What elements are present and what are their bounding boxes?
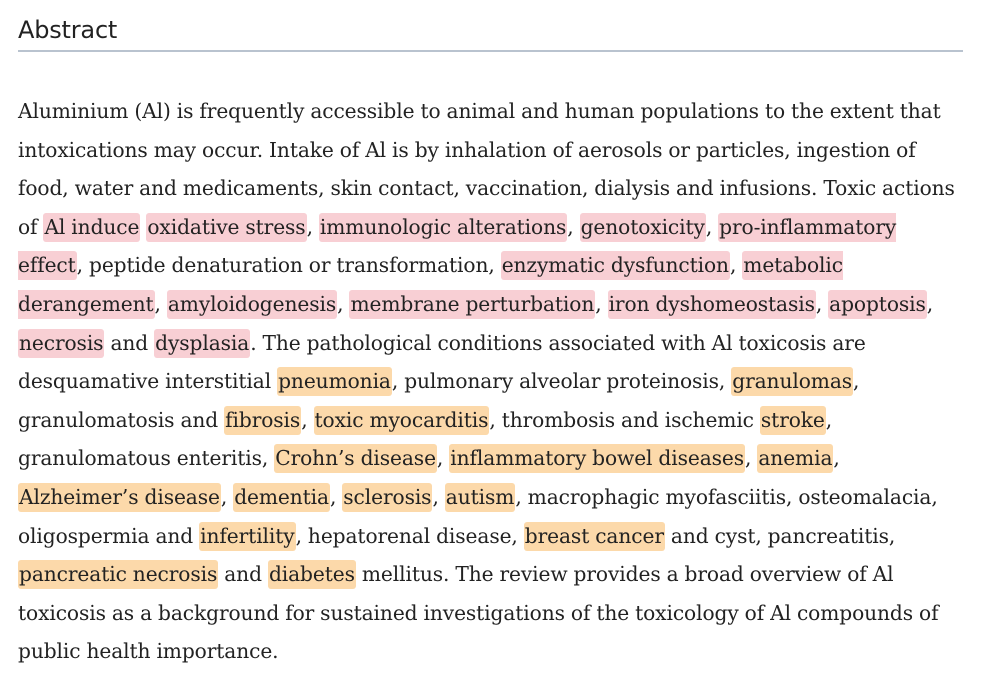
highlighted-term-mechanism: immunologic alterations (319, 213, 567, 242)
abstract-text: , macrophagic myofasciitis, osteomalacia, oligospermia and (18, 484, 938, 548)
abstract-text: , granulomatous enteritis, (18, 407, 833, 471)
highlighted-term-condition: stroke (760, 406, 826, 435)
highlighted-term-mechanism: apoptosis (828, 290, 927, 319)
highlighted-term-condition: pancreatic necrosis (18, 560, 218, 589)
abstract-text: , (329, 484, 343, 509)
abstract-text: , (306, 214, 319, 239)
abstract-text: , (567, 214, 580, 239)
abstract-text: , pulmonary alveolar proteinosis, (391, 369, 732, 394)
abstract-paragraph (18, 92, 966, 671)
abstract-text: , (926, 291, 934, 316)
abstract-text: Aluminium (Al) is frequently accessible to animal and human populations to the extent that intoxications may occur. Intake of Al is by inhalation of aerosols or particles, ingestion of food, water and medicaments, skin contact, vaccination, dialysis and infusions. Toxic actions of (18, 99, 955, 239)
abstract-text: , (432, 484, 445, 509)
highlighted-term-condition: infertility (199, 522, 295, 551)
abstract-text: , peptide denaturation or transformation, (76, 253, 501, 278)
highlighted-term-mechanism: dysplasia (154, 329, 250, 358)
abstract-text: and cyst, pancreatitis, (664, 523, 896, 548)
abstract-text: , (745, 446, 758, 471)
abstract-text: , (729, 253, 743, 278)
highlighted-term-condition: pneumonia (277, 367, 392, 396)
abstract-text: , (595, 291, 608, 316)
abstract-text: , (436, 446, 450, 471)
abstract-text: , (154, 291, 167, 316)
highlighted-term-condition: granulomas (731, 367, 853, 396)
highlighted-term-mechanism: iron dyshomeostasis (608, 290, 816, 319)
highlighted-term-mechanism: genotoxicity (580, 213, 706, 242)
highlighted-term-mechanism: necrosis (18, 329, 104, 358)
highlighted-term-condition: sclerosis (342, 483, 432, 512)
abstract-text: , (815, 291, 829, 316)
highlighted-term-condition: diabetes (268, 560, 356, 589)
abstract-text: , (301, 407, 314, 432)
highlighted-term-mechanism: Al induce (43, 213, 140, 242)
highlighted-term-mechanism: membrane perturbation (349, 290, 595, 319)
highlighted-term-condition: toxic myocarditis (314, 406, 490, 435)
highlighted-term-mechanism: pro-inflammatory effect (18, 213, 896, 281)
highlighted-term-condition: Alzheimer’s disease (18, 483, 221, 512)
abstract-text: and (104, 330, 155, 355)
highlighted-term-condition: autism (445, 483, 516, 512)
abstract-text: mellitus. The review provides a broad overview of Al toxicosis as a background for sustained investigations of the toxicology of Al compounds of public health importance. (18, 562, 939, 664)
highlighted-term-mechanism: metabolic derangement (18, 251, 843, 319)
highlighted-term-mechanism: enzymatic dysfunction (501, 251, 730, 280)
abstract-text: , (220, 484, 234, 509)
abstract-text: . The pathological conditions associated with Al toxicosis are desquamative interstitial (18, 330, 866, 394)
highlighted-term-condition: dementia (233, 483, 330, 512)
highlighted-term-condition: Crohn’s disease (274, 444, 437, 473)
abstract-text: , granulomatosis and (18, 369, 860, 432)
abstract-text: , (705, 214, 719, 239)
highlighted-term-condition: anemia (757, 444, 833, 473)
heading-divider (18, 50, 963, 52)
highlighted-term-mechanism: amyloidogenesis (167, 290, 337, 319)
section-heading: Abstract (18, 16, 118, 44)
abstract-text: , thrombosis and ischemic (489, 407, 760, 432)
highlighted-term-mechanism: oxidative stress (146, 213, 306, 242)
abstract-text: , (833, 446, 840, 471)
highlighted-term-condition: inflammatory bowel diseases (449, 444, 745, 473)
highlighted-term-condition: breast cancer (524, 522, 665, 551)
highlighted-term-condition: fibrosis (224, 406, 301, 435)
abstract-text: , hepatorenal disease, (295, 523, 524, 548)
abstract-text: , (337, 291, 350, 316)
abstract-text: and (218, 562, 268, 587)
